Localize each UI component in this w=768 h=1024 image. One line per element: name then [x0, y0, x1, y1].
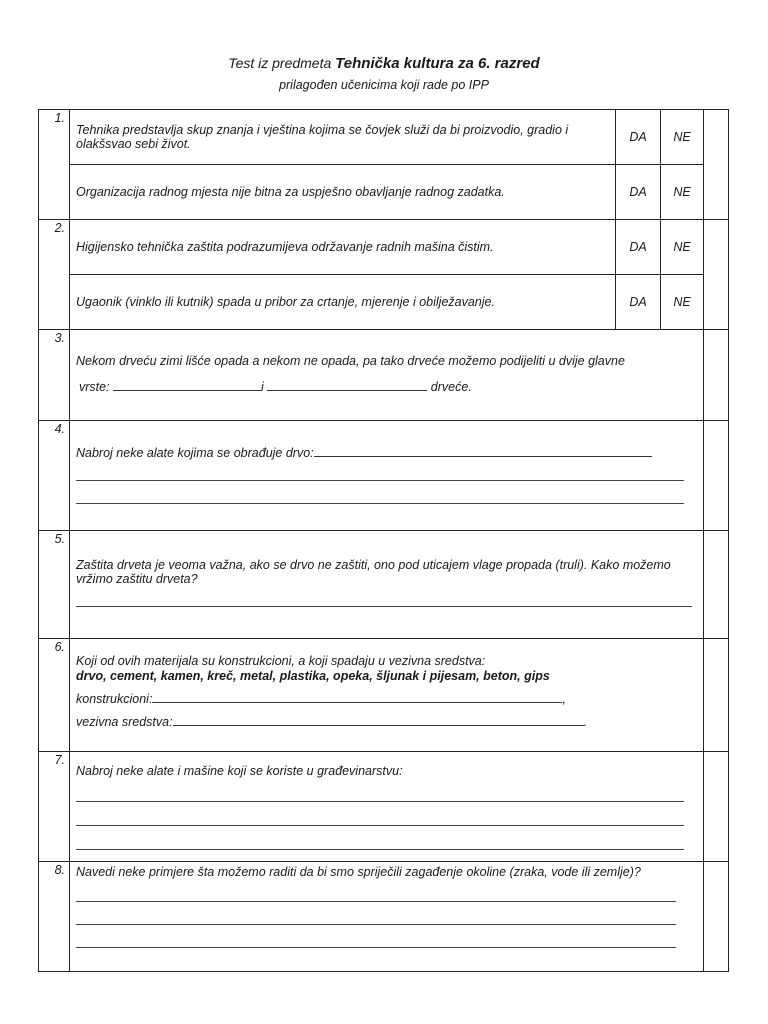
answer-blank[interactable]	[113, 378, 261, 391]
question-2-row-b	[39, 275, 729, 330]
answer-line[interactable]	[76, 502, 684, 504]
score-cell	[704, 531, 729, 639]
question-number: 5.	[39, 531, 70, 639]
test-table	[38, 109, 729, 972]
question-4-text: Nabroj neke alate kojima se obrađuje drvo:	[76, 446, 314, 460]
question-6-row	[39, 639, 729, 752]
question-8-row	[39, 862, 729, 972]
answer-line[interactable]	[76, 923, 676, 925]
answer-da[interactable]: DA	[616, 165, 661, 220]
question-number: 8.	[39, 862, 70, 972]
question-number: 2.	[39, 220, 70, 330]
answer-da[interactable]: DA	[616, 275, 661, 330]
question-1-row-a	[39, 110, 729, 165]
score-cell	[704, 421, 729, 531]
question-number: 7.	[39, 752, 70, 862]
question-2b-text: Ugaonik (vinklo ili kutnik) spada u pribor za crtanje, mjerenje i obilježavanje.	[70, 275, 616, 330]
question-6-text: Koji od ovih materijala su konstrukcioni, a koji spadaju u vezivna sredstva:	[76, 654, 486, 668]
score-cell	[704, 330, 729, 421]
question-5-text: Zaštita drveta je veoma važna, ako se drvo ne zaštiti, ono pod uticajem vlage propada (truli). Kako možemo vržimo zaštitu drveta?	[76, 558, 671, 586]
answer-line[interactable]	[76, 824, 684, 826]
question-3-cell	[70, 330, 704, 421]
question-number: 4.	[39, 421, 70, 531]
score-cell	[704, 862, 729, 972]
answer-blank[interactable]	[314, 444, 652, 457]
score-cell	[704, 752, 729, 862]
title-prefix: Test iz predmeta	[228, 55, 336, 71]
answer-ne[interactable]: NE	[661, 165, 704, 220]
answer-ne[interactable]: NE	[661, 110, 704, 165]
score-cell	[704, 110, 729, 220]
question-5-cell	[70, 531, 704, 639]
question-2-row-a	[39, 220, 729, 275]
question-8-text: Navedi neke primjere šta možemo raditi da bi smo spriječili zagađenje okoline (zraka, vode ili zemlje)?	[76, 865, 641, 879]
question-number: 6.	[39, 639, 70, 752]
question-4-row	[39, 421, 729, 531]
comma: ,	[562, 692, 566, 706]
question-number: 3.	[39, 330, 70, 421]
materials-list: drvo, cement, kamen, kreč, metal, plastika, opeka, šljunak i pijesam, beton, gips	[76, 669, 550, 683]
score-cell	[704, 220, 729, 330]
i-label: i	[261, 380, 264, 394]
score-cell	[704, 639, 729, 752]
question-1a-text: Tehnika predstavlja skup znanja i vještina kojima se čovjek služi da bi proizvodio, gradio i olakšsvao sebi život.	[70, 110, 616, 165]
question-2a-text: Higijensko tehnička zaštita podrazumijeva održavanje radnih mašina čistim.	[70, 220, 616, 275]
question-number: 1.	[39, 110, 70, 220]
vezivna-label: vezivna sredstva:	[76, 715, 173, 729]
title-subject: Tehnička kultura za 6. razred	[335, 55, 540, 72]
document-subtitle: prilagođen učenicima koji rade po IPP	[279, 78, 489, 92]
answer-line[interactable]	[76, 605, 692, 607]
answer-blank[interactable]	[173, 713, 584, 726]
question-3-text: Nekom drveću zimi lišće opada a nekom ne opada, pa tako drveće možemo podijeliti u dvije glavne	[76, 354, 625, 368]
question-7-cell	[70, 752, 704, 862]
question-3-row	[39, 330, 729, 421]
answer-blank[interactable]	[267, 378, 427, 391]
answer-line[interactable]	[76, 900, 676, 902]
period: .	[583, 715, 588, 729]
answer-blank[interactable]	[152, 690, 562, 703]
question-1-row-b	[39, 165, 729, 220]
question-1b-text: Organizacija radnog mjesta nije bitna za uspješno obavljanje radnog zadatka.	[70, 165, 616, 220]
konstrukcioni-label: konstrukcioni:	[76, 692, 153, 706]
answer-da[interactable]: DA	[616, 110, 661, 165]
drvece-label: drveće.	[430, 380, 472, 394]
answer-line[interactable]	[76, 800, 684, 802]
vrste-label: vrste:	[79, 380, 110, 394]
question-4-cell	[70, 421, 704, 531]
question-6-cell	[70, 639, 704, 752]
question-7-text: Nabroj neke alate i mašine koji se koriste u građevinarstvu:	[76, 764, 403, 778]
question-7-row	[39, 752, 729, 862]
answer-line[interactable]	[76, 946, 676, 948]
answer-line[interactable]	[76, 848, 684, 850]
answer-line[interactable]	[76, 479, 684, 481]
answer-ne[interactable]: NE	[661, 275, 704, 330]
question-5-row	[39, 531, 729, 639]
answer-da[interactable]: DA	[616, 220, 661, 275]
answer-ne[interactable]: NE	[661, 220, 704, 275]
document-title	[0, 55, 768, 72]
question-8-cell	[70, 862, 704, 972]
